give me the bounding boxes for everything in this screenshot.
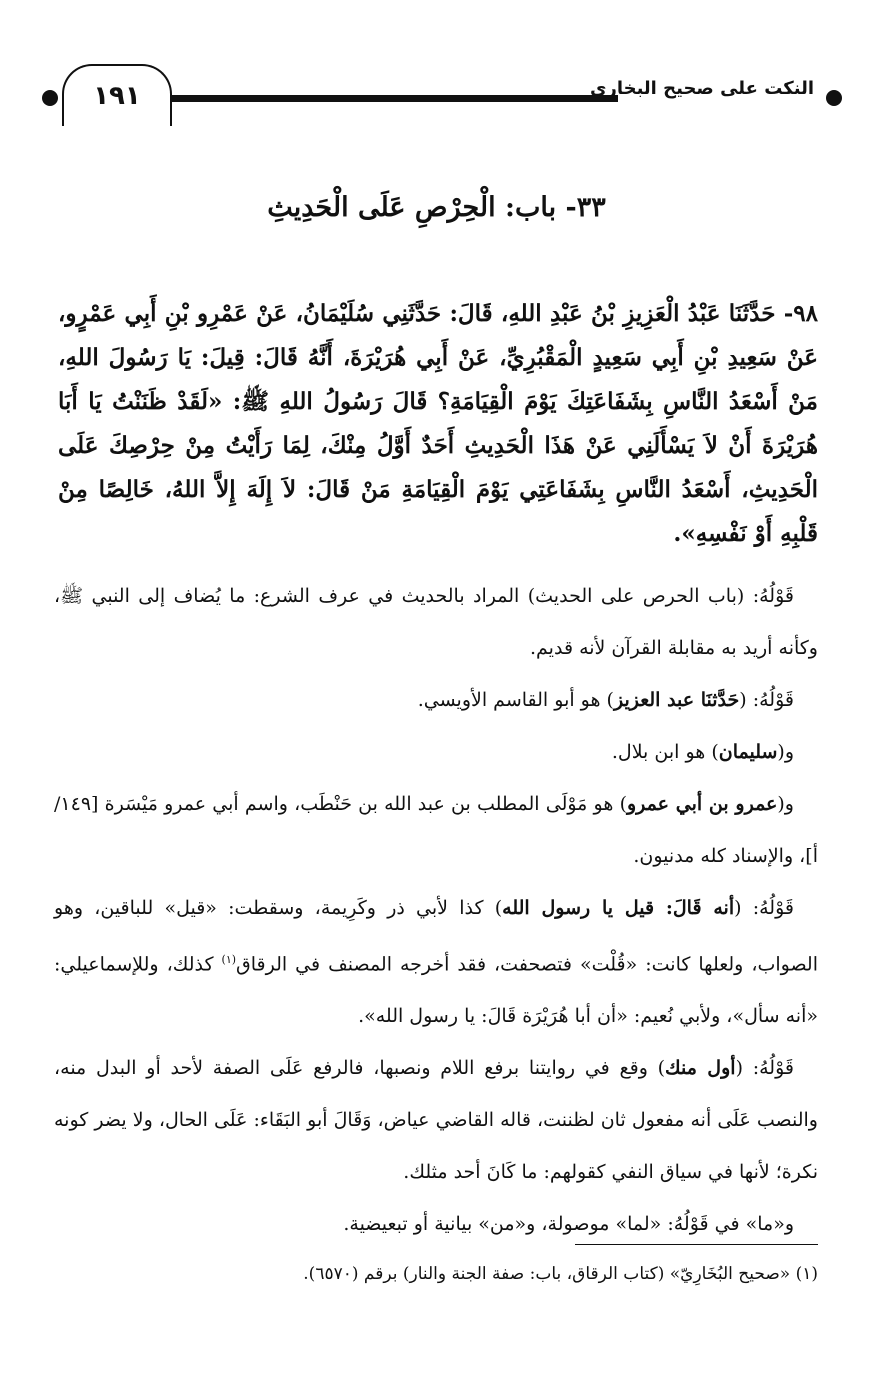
commentary-quoted-term: أنه قَالَ: قيل يا رسول الله — [502, 897, 735, 919]
commentary-text: ) هو مَوْلَى المطلب بن عبد الله بن حَنْطَب، واسم أبي عمرو مَيْسَرة [١٤٩/أ]، والإسناد كله مدنيون. — [54, 793, 818, 867]
commentary-paragraph-1 — [54, 570, 818, 674]
hadith-text-block — [58, 292, 818, 556]
header-rule — [160, 95, 618, 102]
commentary-lead: قَوْلُهُ: ( — [739, 689, 794, 711]
commentary-paragraph-3 — [54, 726, 818, 778]
footnote: (١) «صحيح البُخَارِيّ» (كتاب الرقاق، باب: صفة الجنة والنار) برقم (٦٥٧٠). — [303, 1264, 818, 1284]
commentary-paragraph-6 — [54, 1042, 818, 1198]
footnote-separator — [575, 1244, 818, 1245]
commentary-lead: قَوْلُهُ: ( — [735, 1057, 794, 1080]
footnote-reference: (١) — [221, 953, 237, 966]
running-header — [40, 64, 840, 124]
commentary-lead: قَوْلُهُ: — [744, 585, 794, 607]
commentary-text: كذلك، وللإسماعيلي: «أنه سأل»، ولأبي نُعيم: «أن أبا هُرَيْرَة قَالَ: يا رسول الله». — [54, 953, 818, 1028]
commentary-paragraph-4 — [54, 778, 818, 882]
header-bullet-left — [42, 90, 58, 106]
header-bullet-right — [826, 90, 842, 106]
commentary-paragraph-7: و«ما» في قَوْلُهُ: «لما» موصولة، و«من» بيانية أو تبعيضية. — [343, 1213, 794, 1236]
commentary-quoted-term: حَدَّثنَا عبد العزيز — [613, 689, 740, 711]
commentary-block — [54, 570, 818, 1250]
commentary-quoted-term: أول منك — [665, 1057, 736, 1080]
chapter-heading: ٣٣- باب: الْحِرْصِ عَلَى الْحَدِيثِ — [267, 192, 606, 223]
commentary-lead: قَوْلُهُ: ( — [734, 897, 794, 919]
commentary-lead: و( — [777, 741, 794, 763]
page-number: ١٩١ — [62, 64, 172, 126]
commentary-text: ) وقع في روايتنا برفع اللام ونصبها، فالرفع عَلَى الصفة لأحد أو البدل منه، والنصب عَلَى أنه مفعول ثان لظننت، قاله القاضي عياض، وَقَالَ أبو البَقَاء: عَلَى الحال، ولا يضر كونه نكرة؛ لأنها في سياق النفي كقولهم: ما كَانَ أحد مثلك. — [54, 1057, 818, 1184]
running-title: النكت على صحيح البخاري — [589, 78, 814, 99]
hadith-text: ٩٨- حَدَّثَنَا عَبْدُ الْعَزِيزِ بْنُ عَبْدِ اللهِ، قَالَ: حَدَّثَنِي سُلَيْمَانُ، عَنْ عَمْرِو بْنِ أَبِي عَمْرٍو، عَنْ سَعِيدِ بْنِ أَبِي سَعِيدٍ الْمَقْبُرِيِّ، عَنْ أَبِي هُرَيْرَةَ، أَنَّهُ قَالَ: قِيلَ: يَا رَسُولَ اللهِ، مَنْ أَسْعَدُ النَّاسِ بِشَفَاعَتِكَ يَوْمَ الْقِيَامَةِ؟ قَالَ رَسُولُ اللهِ ﷺ: «لَقَدْ ظَنَنْتُ يَا أَبَا هُرَيْرَةَ أَنْ لاَ يَسْأَلَنِي عَنْ هَذَا الْحَدِيثِ أَحَدٌ أَوَّلُ مِنْكَ، لِمَا رَأَيْتُ مِنْ حِرْصِكَ عَلَى الْحَدِيثِ، أَسْعَدُ النَّاسِ بِشَفَاعَتِي يَوْمَ الْقِيَامَةِ مَنْ قَالَ: لاَ إِلَهَ إِلاَّ اللهُ، خَالِصًا مِنْ قَلْبِهِ أَوْ نَفْسِهِ». — [58, 300, 818, 547]
commentary-paragraph-5 — [54, 882, 818, 1042]
commentary-quoted-term: عمرو بن أبي عمرو — [626, 793, 778, 815]
commentary-text: ) هو أبو القاسم الأويسي. — [417, 689, 614, 711]
commentary-text: (باب الحرص على الحديث) المراد بالحديث في عرف الشرع: ما يُضاف إلى النبي ﷺ، وكأنه أريد به مقابلة القرآن لأنه قديم. — [54, 585, 818, 659]
commentary-text: ) كذا لأبي ذر وكَرِيمة، وسقطت: «قيل» للباقين، وهو الصواب، ولعلها كانت: «قُلْت» فتصحفت، فقد أخرجه المصنف في الرقاق — [54, 897, 818, 976]
commentary-quoted-term: سليمان — [718, 741, 778, 763]
commentary-text: ) هو ابن بلال. — [611, 741, 719, 763]
commentary-lead: و( — [777, 793, 794, 815]
commentary-paragraph-2 — [54, 674, 818, 726]
